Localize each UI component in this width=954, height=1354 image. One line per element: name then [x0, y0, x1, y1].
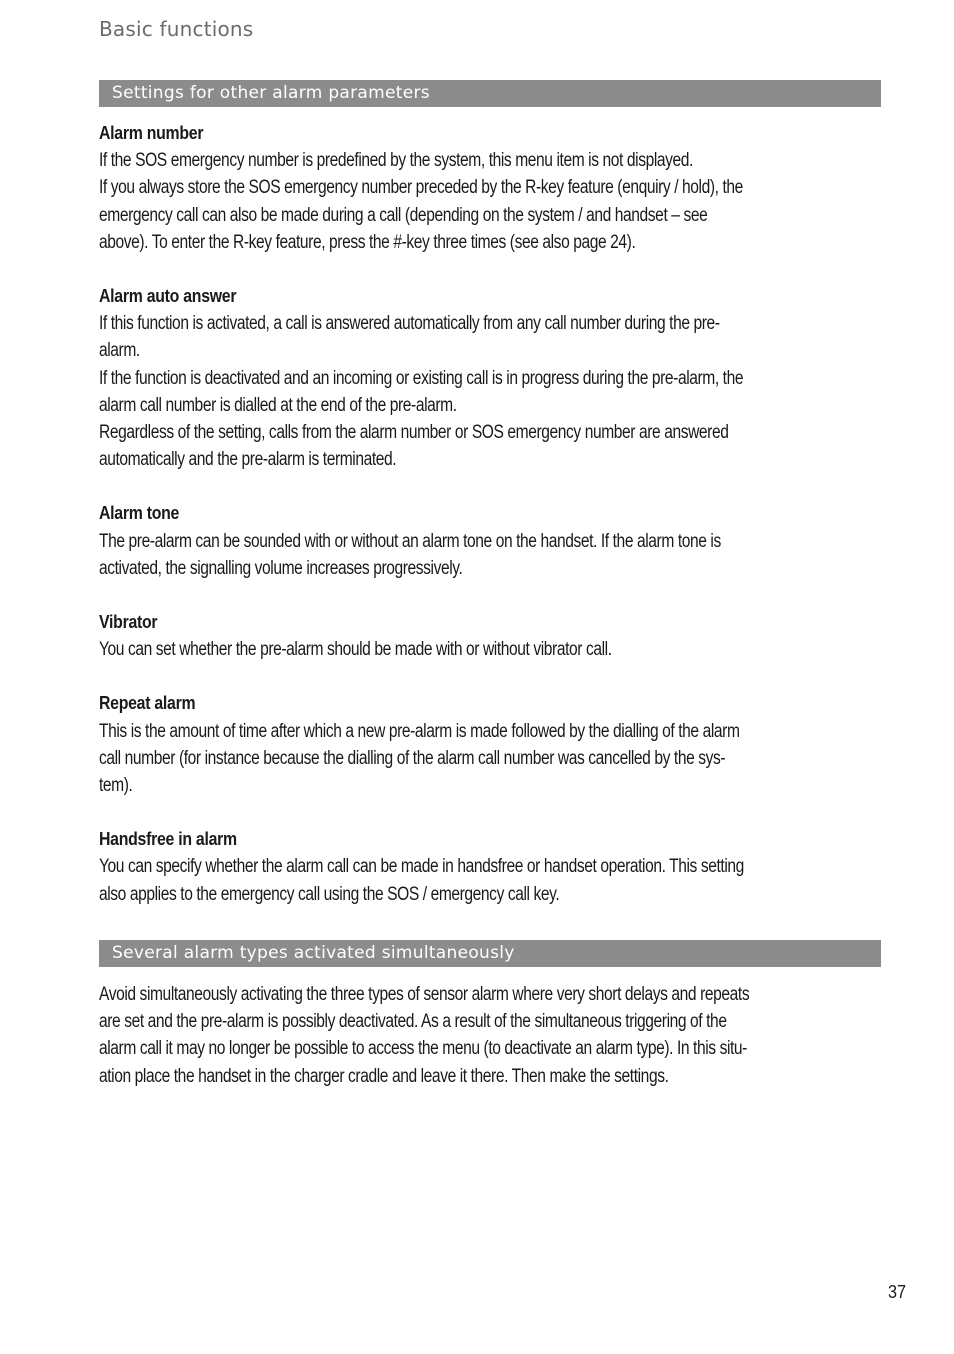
section-title-bar: Settings for other alarm parameters	[99, 80, 881, 107]
text-line: call number (for instance because the dialling of the alarm call number was cancelled by the sys-	[99, 747, 726, 769]
text-line: activated, the signalling volume increases progressively.	[99, 557, 463, 579]
running-header: Basic functions	[99, 17, 254, 41]
block-handsfree-in-alarm	[99, 826, 899, 908]
text-line: If you always store the SOS emergency number preceded by the R-key feature (enquiry / hold), the	[99, 177, 743, 199]
text-line: alarm call it may no longer be possible to access the menu (to deactivate an alarm type). In this situ-	[99, 1038, 747, 1060]
text-line: above). To enter the R-key feature, press the #-key three times (see also page 24).	[99, 231, 636, 253]
section-title-bar: Several alarm types activated simultaneously	[99, 940, 881, 967]
text-line: Regardless of the setting, calls from the alarm number or SOS emergency number are answered	[99, 422, 729, 444]
block-alarm-number	[99, 120, 899, 256]
section-content-several-alarm-types	[99, 981, 899, 1090]
text-line: If the SOS emergency number is predefined by the system, this menu item is not displayed.	[99, 150, 693, 172]
text-line: automatically and the pre-alarm is terminated.	[99, 449, 397, 471]
text-line: alarm.	[99, 340, 140, 362]
text-line: If the function is deactivated and an incoming or existing call is in progress during the pre-alarm, the	[99, 367, 744, 389]
section-content-alarm-parameters	[99, 120, 899, 935]
block-repeat-alarm	[99, 690, 899, 799]
block-heading: Alarm number	[99, 123, 204, 143]
text-line: This is the amount of time after which a new pre-alarm is made followed by the dialling of the alarm	[99, 720, 740, 742]
block-vibrator	[99, 609, 899, 663]
block-heading: Handsfree in alarm	[99, 829, 237, 850]
block-alarm-auto-answer	[99, 283, 899, 473]
text-line: tem).	[99, 775, 133, 797]
text-line: You can set whether the pre-alarm should be made with or without vibrator call.	[99, 639, 612, 661]
text-line: ation place the handset in the charger cradle and leave it there. Then make the settings.	[99, 1065, 669, 1087]
text-line: You can specify whether the alarm call can be made in handsfree or handset operation. This setting	[99, 856, 744, 878]
block-heading: Vibrator	[99, 612, 158, 633]
page-number: 37	[888, 1282, 907, 1302]
text-line: The pre-alarm can be sounded with or without an alarm tone on the handset. If the alarm tone is	[99, 530, 721, 552]
text-line: If this function is activated, a call is answered automatically from any call number during the pre-	[99, 313, 720, 335]
block-alarm-tone	[99, 500, 899, 582]
block-heading: Alarm tone	[99, 503, 180, 524]
text-line: alarm call number is dialled at the end of the pre-alarm.	[99, 394, 457, 416]
text-line: also applies to the emergency call using the SOS / emergency call key.	[99, 883, 560, 905]
text-line: emergency call can also be made during a call (depending on the system / and handset – see	[99, 204, 708, 226]
text-line: Avoid simultaneously activating the three types of sensor alarm where very short delays and repeats	[99, 984, 750, 1005]
text-line: are set and the pre-alarm is possibly deactivated. As a result of the simultaneous triggering of the	[99, 1011, 727, 1033]
block-heading: Alarm auto answer	[99, 286, 237, 307]
block-heading: Repeat alarm	[99, 693, 196, 714]
